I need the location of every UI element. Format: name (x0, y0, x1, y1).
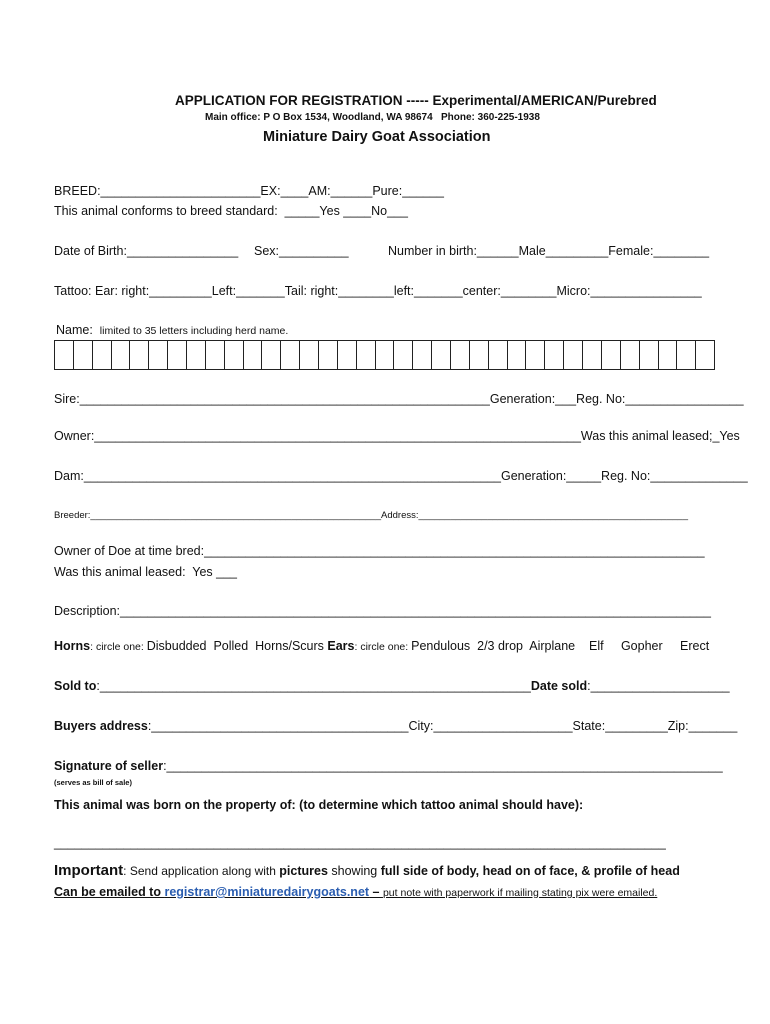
name-letter-box[interactable] (319, 340, 338, 370)
name-label-text: Name: (56, 323, 93, 337)
date-sold-label: Date sold (530, 679, 588, 693)
born-property-label: This animal was born on the property of: (to determine which tattoo animal should have): (54, 798, 584, 812)
sold-row[interactable] (54, 678, 730, 694)
conforms-field[interactable]: This animal conforms to breed standard: _____Yes ____No___ (54, 204, 408, 218)
sold-to-label: Sold to (54, 679, 97, 693)
name-letter-box[interactable] (602, 340, 621, 370)
name-letter-box[interactable] (470, 340, 489, 370)
name-letter-box[interactable] (583, 340, 602, 370)
send-text: : Send application along with (123, 864, 280, 878)
name-letter-box[interactable] (451, 340, 470, 370)
name-letter-box[interactable] (206, 340, 225, 370)
buyers-address-line[interactable]: :_____________________________________City:____________________State:_________Zip:_______ (147, 719, 738, 733)
name-letter-box[interactable] (130, 340, 149, 370)
name-letter-box[interactable] (508, 340, 527, 370)
ears-options[interactable]: Pendulous 2/3 drop Airplane Elf Gopher Erect (411, 639, 710, 653)
email-label: Can be emailed to (54, 885, 165, 899)
name-letter-box[interactable] (55, 340, 74, 370)
horns-circle-note: : circle one: (90, 641, 147, 653)
name-letter-box[interactable] (281, 340, 300, 370)
name-letter-box[interactable] (262, 340, 281, 370)
signature-line[interactable]: :________________________________________________________________________________ (163, 759, 723, 773)
name-letter-box[interactable] (168, 340, 187, 370)
full-side-text: full side of body, head on of face, & profile of head (380, 864, 680, 878)
name-letter-box[interactable] (112, 340, 131, 370)
signature-label: Signature of seller (54, 759, 164, 773)
email-note (54, 884, 657, 901)
form-title: APPLICATION FOR REGISTRATION ----- Experimental/AMERICAN/Purebred (175, 93, 657, 108)
owner-field[interactable]: Owner:______________________________________________________________________Was this animal leased;_Yes (54, 429, 740, 443)
tattoo-field[interactable]: Tattoo: Ear: right:_________Left:_______Tail: right:________left:_______center:________Micro:________________ (54, 284, 702, 298)
sire-field[interactable]: Sire:___________________________________________________________Generation:___Reg. No:_________________ (54, 392, 744, 406)
name-letter-box[interactable] (677, 340, 696, 370)
important-note (54, 861, 680, 881)
pictures-text: pictures (279, 864, 328, 878)
ears-label: Ears (327, 639, 355, 653)
description-field[interactable]: Description:_____________________________________________________________________________________ (54, 604, 711, 618)
breeder-field[interactable]: Breeder:_______________________________________________________Address:___________________________________________________ (54, 510, 688, 521)
buyers-address-label: Buyers address (54, 719, 148, 733)
email-link[interactable]: registrar@miniaturedairygoats.net (164, 885, 370, 899)
name-letter-box[interactable] (376, 340, 395, 370)
office-info: Main office: P O Box 1534, Woodland, WA 98674 Phone: 360-225-1938 (205, 112, 540, 123)
owner-doe-field[interactable]: Owner of Doe at time bred:________________________________________________________________________ (54, 544, 705, 558)
bill-of-sale-note: (serves as bill of sale) (54, 778, 132, 787)
ears-circle-note: : circle one: (354, 641, 412, 653)
name-note: limited to 35 letters including herd name. (99, 325, 289, 337)
name-letter-box[interactable] (432, 340, 451, 370)
name-letter-box[interactable] (149, 340, 168, 370)
important-label: Important (54, 862, 124, 879)
name-letter-box[interactable] (489, 340, 508, 370)
name-letter-box[interactable] (93, 340, 112, 370)
name-letter-box[interactable] (564, 340, 583, 370)
dob-field[interactable]: Date of Birth:________________ (54, 244, 239, 258)
name-letter-box[interactable] (338, 340, 357, 370)
dash-text: – (369, 885, 383, 899)
showing-text: showing (327, 864, 381, 878)
date-sold-line[interactable]: :____________________ (587, 679, 730, 693)
horns-label: Horns (54, 639, 91, 653)
name-letter-grid[interactable] (54, 340, 715, 370)
horns-ears-row (54, 638, 709, 655)
name-letter-box[interactable] (300, 340, 319, 370)
name-letter-box[interactable] (357, 340, 376, 370)
sold-to-line[interactable]: :______________________________________________________________ (96, 679, 531, 693)
name-letter-box[interactable] (621, 340, 640, 370)
name-letter-box[interactable] (659, 340, 678, 370)
paperwork-note: put note with paperwork if mailing stating pix were emailed. (382, 887, 658, 899)
name-letter-box[interactable] (225, 340, 244, 370)
born-property-line[interactable]: ________________________________________________________________________________________ (54, 836, 666, 850)
name-letter-box[interactable] (640, 340, 659, 370)
name-letter-box[interactable] (187, 340, 206, 370)
signature-row[interactable] (54, 758, 723, 774)
number-in-birth-field[interactable]: Number in birth:______Male_________Female:________ (388, 244, 710, 258)
name-label (56, 322, 288, 339)
name-letter-box[interactable] (74, 340, 93, 370)
name-letter-box[interactable] (413, 340, 432, 370)
buyers-row[interactable] (54, 718, 737, 734)
breed-field[interactable]: BREED:_______________________EX:____AM:______Pure:______ (54, 184, 444, 198)
name-letter-box[interactable] (696, 340, 715, 370)
horns-options[interactable]: Disbudded Polled Horns/Scurs (146, 639, 328, 653)
name-letter-box[interactable] (526, 340, 545, 370)
name-letter-box[interactable] (394, 340, 413, 370)
name-letter-box[interactable] (244, 340, 263, 370)
leased-field[interactable]: Was this animal leased: Yes ___ (54, 565, 237, 579)
name-letter-box[interactable] (545, 340, 564, 370)
association-name: Miniature Dairy Goat Association (263, 129, 491, 145)
dam-field[interactable]: Dam:____________________________________________________________Generation:_____Reg. No:______________ (54, 469, 748, 483)
sex-field[interactable]: Sex:__________ (254, 244, 349, 258)
